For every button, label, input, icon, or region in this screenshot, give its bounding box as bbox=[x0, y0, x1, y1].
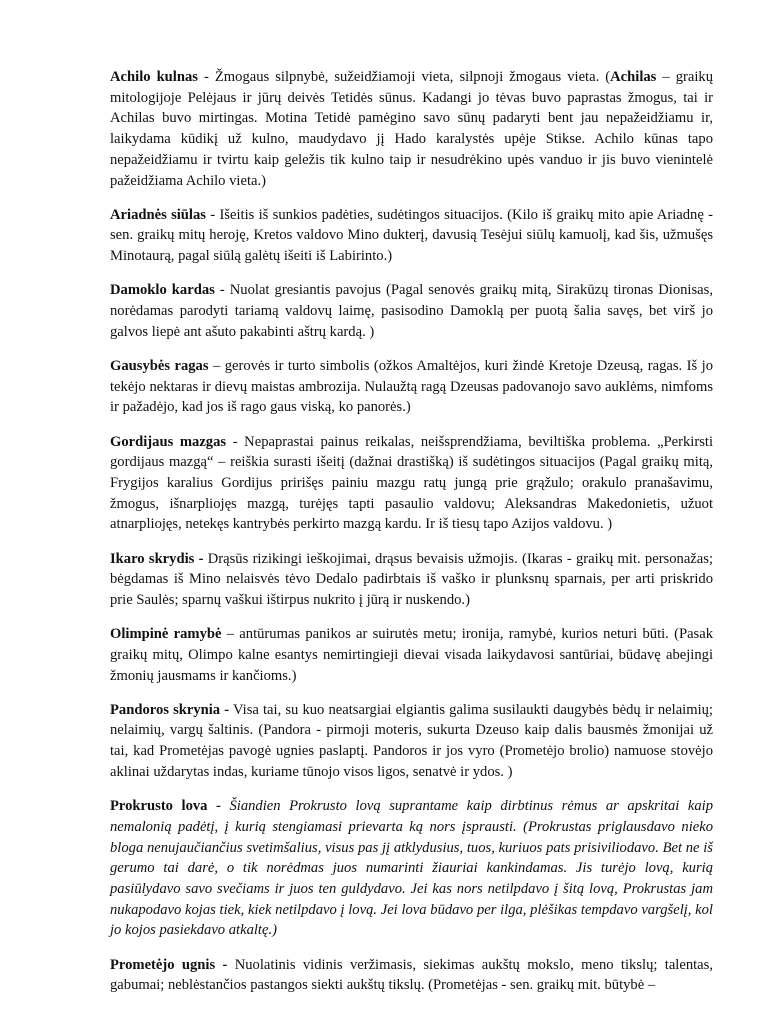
entry-definition: Nepaprastai painus reikalas, neišsprendžiama, beviltiška problema. „Perkirsti gordijaus mazgą“ – reiškia surasti išeitį (dažnai drastišką) iš sudėtingos situacijos (Pagal graikų mitą, Frygijos karalius Gordijus pririšęs painiu mazgu ratų jungą prie grąžulo; orakulo pranašavimu, žmogus, išnarpliojęs mazgą, turėjęs tapti pasaulio valdovu; Aleksandras Makedonietis, užuot atnarpliojęs, netekęs kantrybės perkirto mazgą kardu. Ir iš tiesų tapo Azijos valdovu. ) bbox=[110, 433, 713, 533]
entry-separator: - bbox=[205, 206, 220, 223]
entry-separator: - bbox=[197, 69, 215, 85]
entry-definition: Žmogaus silpnybė, sužeidžiamoji vieta, silpnoji žmogaus vieta. ( bbox=[214, 69, 611, 85]
entry-definition: Nuolat gresiantis pavojus (Pagal senovės graikų mitą, Sirakūzų tironas Dionisas, norėdamas parodyti tariamą valdovų laimę, pasisodino Damoklą per puotą šalia savęs, bet virš jo galvos liepė ant ašuto pakabinti aštrų kardą. ) bbox=[110, 282, 713, 340]
entry-gordijaus-mazgas bbox=[110, 432, 713, 536]
entry-term: Gordijaus mazgas bbox=[110, 433, 227, 450]
entry-separator: - bbox=[226, 433, 245, 450]
entry-prokrusto-lova bbox=[110, 796, 713, 941]
entry-ariadnes-siulas bbox=[110, 205, 713, 267]
entry-term: Ariadnės siūlas bbox=[110, 206, 206, 223]
entry-term: Achilo kulnas bbox=[110, 69, 198, 85]
entry-separator: – bbox=[208, 357, 225, 374]
entry-definition: Visa tai, su kuo neatsargiai elgiantis galima susilaukti daugybės bėdų ir nelaimių; nelaimių, vargų šaltinis. (Pandora - pirmoji moteris, sukurta Dzeuso kaip dalis bausmės žmonijai už tai, kad Prometėjas pavogė ugnies paslaptį. Pandoros ir jos vyro (Prometėjo brolio) namuose stovėjo aklinai uždarytas indas, kuriame tūnojo visos ligos, senatvė ir ydos. ) bbox=[110, 701, 713, 780]
entry-separator: - bbox=[214, 282, 230, 299]
entry-subterm: Achilas bbox=[610, 69, 657, 85]
entry-term: Gausybės ragas bbox=[110, 357, 209, 374]
entry-separator bbox=[227, 957, 234, 973]
entry-term: Pandoros skrynia - bbox=[110, 701, 230, 718]
entry-term: Olimpinė ramybė bbox=[110, 626, 222, 643]
entry-gausybes-ragas bbox=[110, 356, 713, 418]
entry-ikaro-skrydis bbox=[110, 549, 713, 611]
entry-definition: Drąsūs rizikingi ieškojimai, drąsus bevaisis užmojis. (Ikaras - graikų mit. personažas; bėgdamas iš Mino nelaisvės tėvo Dedalo padirbtais iš vaško ir plunksnų sparnais, per arti priskrido prie Saulės; sparnų vaškui ištirpus nukrito į jūrą ir nuskendo.) bbox=[110, 550, 713, 608]
entry-separator: – bbox=[221, 626, 240, 643]
entry-damoklo-kardas bbox=[110, 280, 713, 342]
entry-term: Ikaro skrydis - bbox=[110, 550, 204, 567]
entry-definition: Išeitis iš sunkios padėties, sudėtingos situacijos. (Kilo iš graikų mito apie Ariadnę - sen. graikų mitų heroję, Kretos valdovo Mino dukterį, davusią Tesėjui siūlų kamuolį, kad šis, užmušęs Minotaurą, pagal siūlą galėtų išeiti iš Labirinto.) bbox=[110, 206, 713, 265]
entry-pandoros-skrynia bbox=[110, 700, 713, 783]
entry-definition: Nuolatinis vidinis veržimasis, siekimas aukštų mokslo, meno tikslų; talentas, gabumai; neblėstančios pastangos siekti aukštų tikslų. (Prometėjas - sen. graikų mit. būtybė – bbox=[110, 956, 713, 994]
entry-definition: gerovės ir turto simbolis (ožkos Amaltėjos, kuri žindė Kretoje Dzeusą, ragas. Iš jo tekėjo nektaras ir dievų maistas ambrozija. Nulaužtą ragą Dzeusas padovanojo savo auklėms, nimfoms ir pažadėjo, kad jos iš rago gaus viską, ko panorės.) bbox=[110, 357, 713, 416]
entry-term: Prometėjo ugnis - bbox=[110, 956, 228, 973]
entry-achilo-kulnas bbox=[110, 67, 713, 191]
entry-definition: – graikų mitologijoje Pelėjaus ir jūrų deivės Tetidės sūnus. Kadangi jo tėvas buvo paprastas žmogus, tai ir Achilas buvo mirtingas. Motina Tetidė pamėgino savo sūnų padaryti bent jau nepažeidžiamu ir, laikydama kūdikį už kulno, maudydavo jį Hado karalystės upėje Stikse. Achilo kūnas tapo nepažeidžiamu ir tvirtu kaip geležis tik kulno taip ir nesudrėkino upės vanduo ir jis buvo vienintelė pažeidžiama Achilo vieta.) bbox=[110, 69, 713, 189]
entry-term: Damoklo kardas bbox=[110, 282, 215, 299]
entry-olimpine-ramybe bbox=[110, 624, 713, 686]
document-page bbox=[110, 67, 713, 1009]
entry-term: Prokrusto lova - bbox=[110, 798, 221, 815]
entry-definition: Šiandien Prokrusto lovą suprantame kaip dirbtinus rėmus ar apskritai kaip nemalonią padėtį, į kurią stengiamasi prievarta ką nors įsprausti. (Prokrustas priglausdavo nieko bloga nenujaučiančius svetimšalius, visus pas jį atklydusius, tuos, kuriuos pats prisiviliodavo. Bet ne iš gerumo tai darė, o tik norėdmas juos numarinti žiauriai kankindamas. Jis turėjo lovą, kurią pasiūlydavo savo svečiams ir juos ten guldydavo. Jei kas nors netilpdavo į šitą lovą, Prokrustas jam nukapodavo kojas tiek, kiek netilpdavo į lovą. Jei lova būdavo per ilga, plėšikas tempdavo vargšelį, kol jo kojos pasiekdavo atkaltę.) bbox=[110, 798, 714, 939]
entry-prometejo-ugnis bbox=[110, 955, 713, 996]
entry-definition: antūrumas panikos ar suirutės metu; ironija, ramybė, kurios neturi būti. (Pasak graikų mitų, Olimpo kalne esantys nemirtingieji dievai visada laikydavosi santūriai, būdavę abejingi žmonių jausmams ir kančioms.) bbox=[110, 626, 713, 684]
